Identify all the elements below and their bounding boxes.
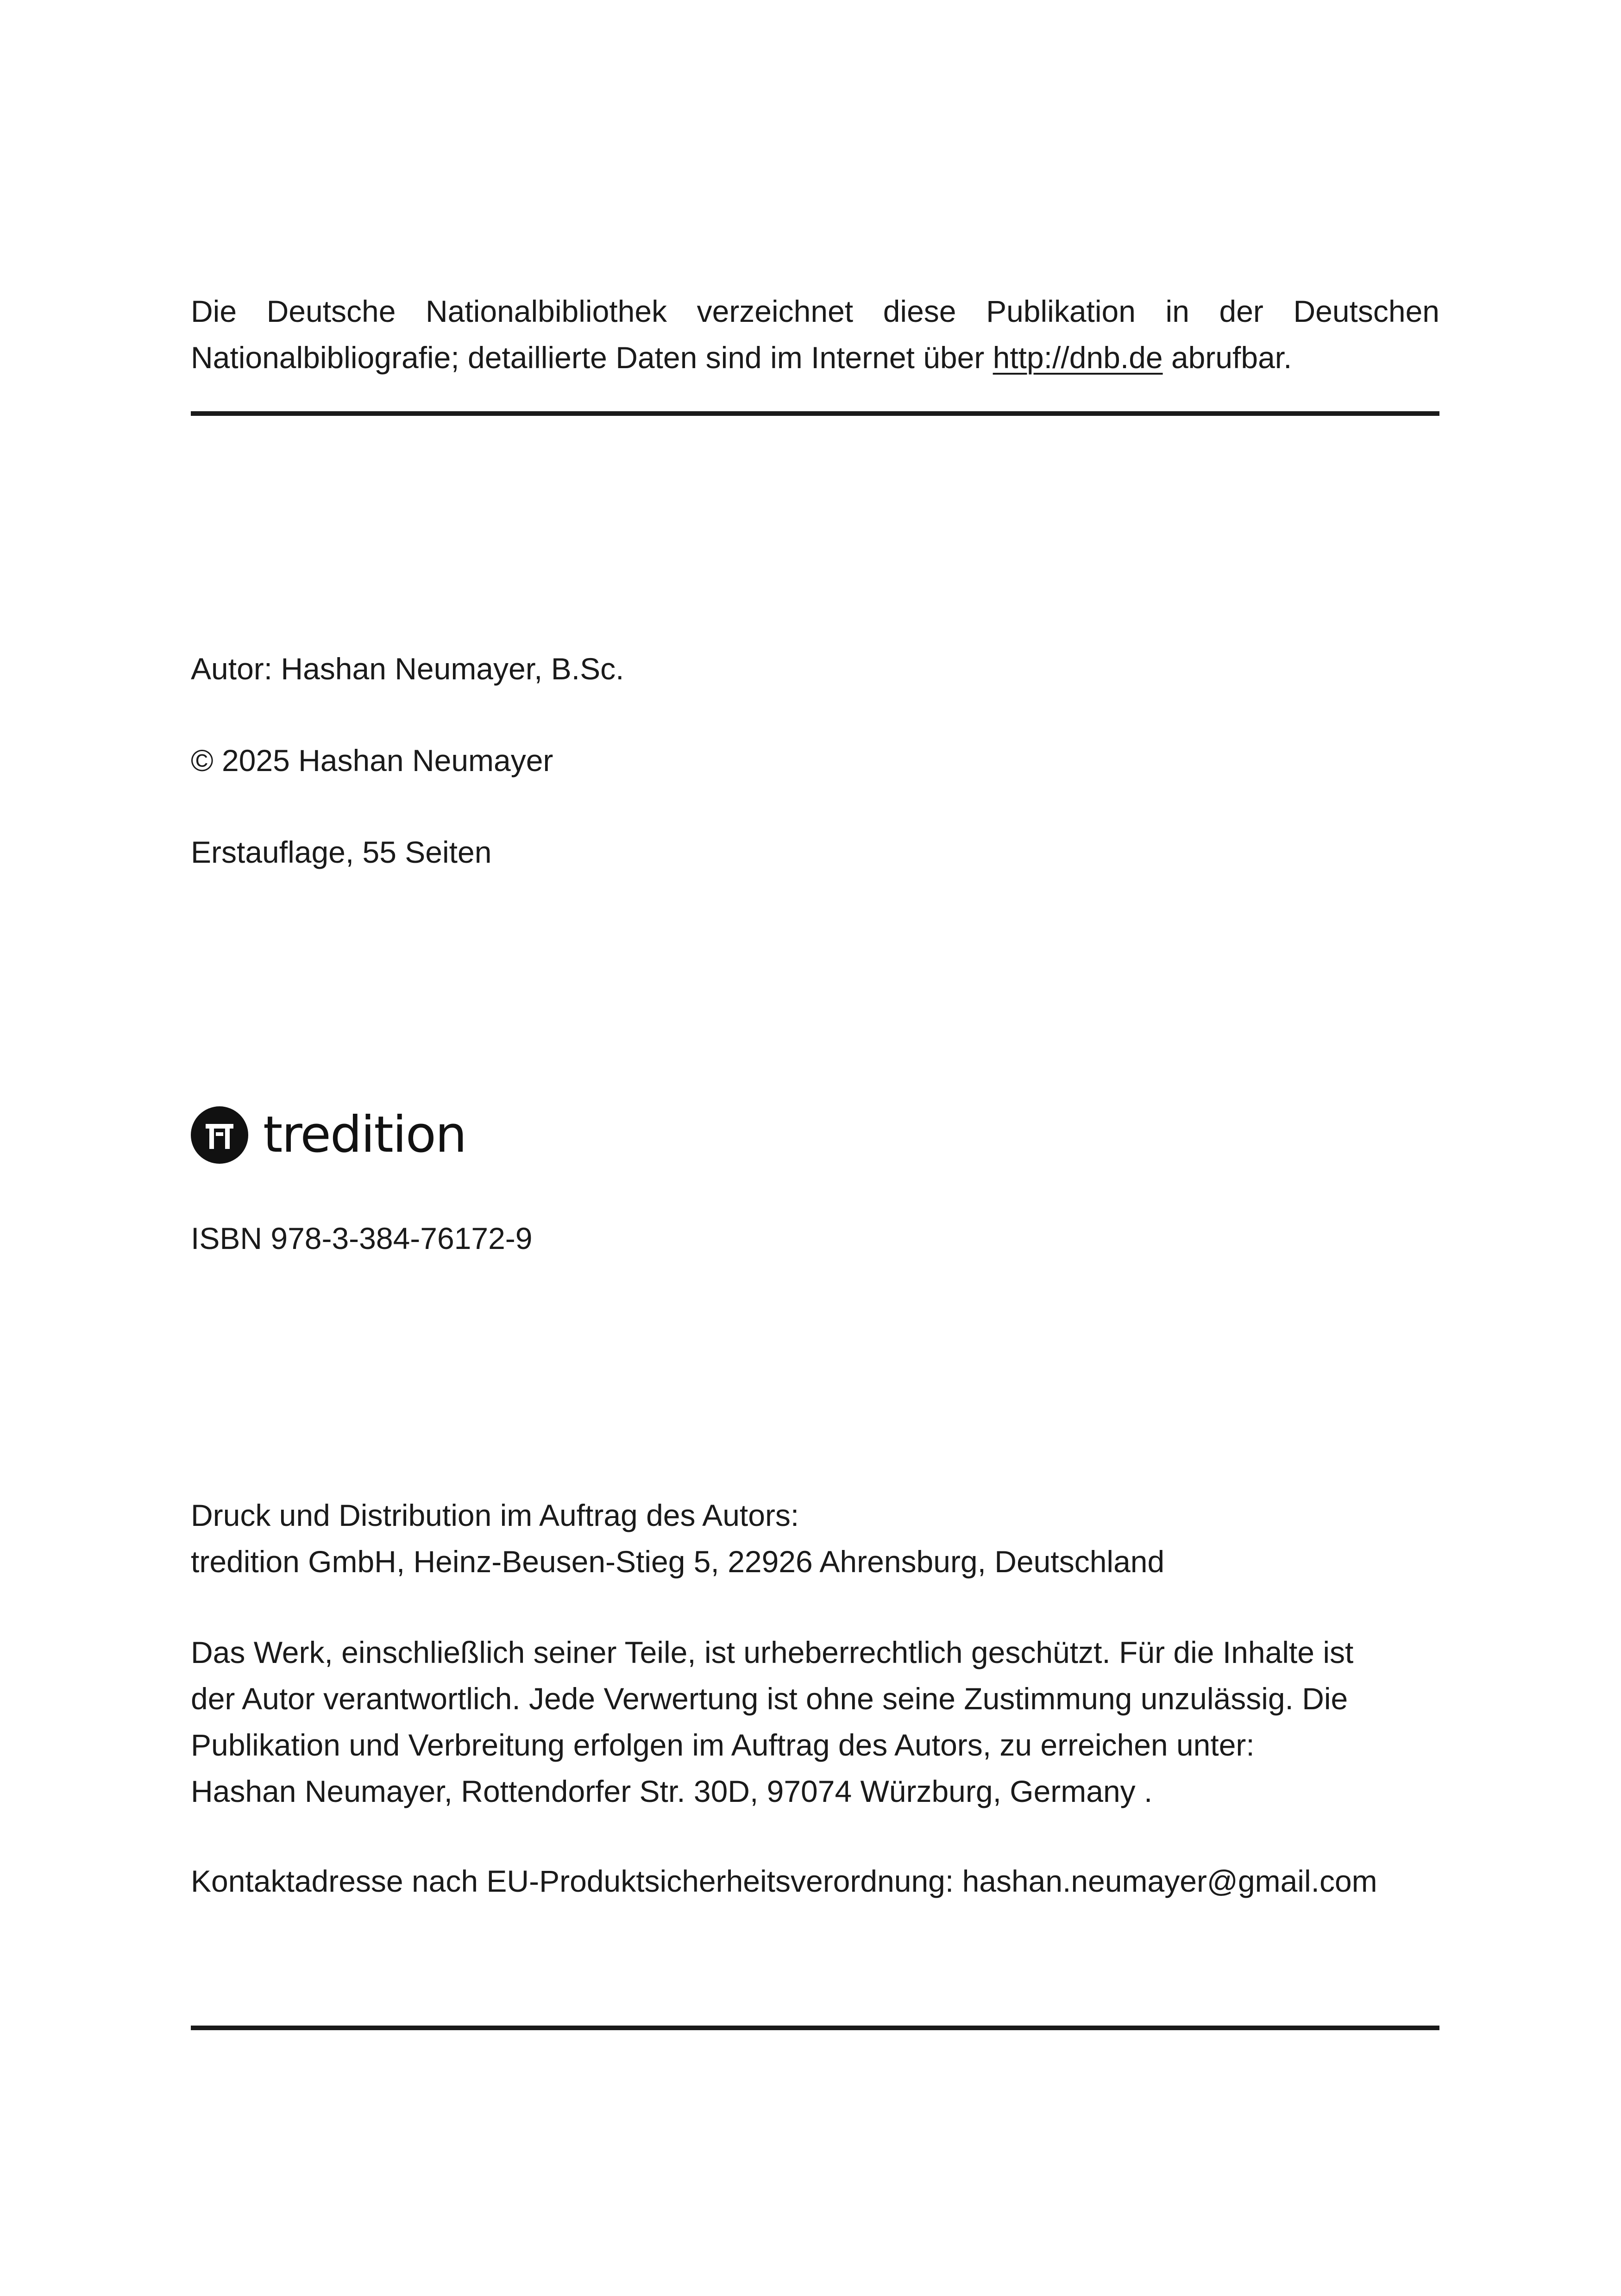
dnb-notice-text: Die Deutsche Nationalbibliothek verzeichnet diese Publikation in der Deutschen Nationalbibliografie; detaillierte Daten sind im Internet über	[191, 294, 1439, 375]
rights-notice	[191, 1629, 1439, 1814]
top-divider	[191, 411, 1439, 416]
rights-line-1: Das Werk, einschließlich seiner Teile, ist urheberrechtlich geschützt. Für die Inhalte ist	[191, 1635, 1354, 1669]
tredition-wordmark: tredition	[263, 1106, 466, 1164]
contact-line: Kontaktadresse nach EU-Produktsicherheitsverordnung: hashan.neumayer@gmail.com	[191, 1864, 1377, 1898]
bottom-divider	[191, 2026, 1439, 2030]
edition-line: Erstauflage, 55 Seiten	[191, 835, 492, 869]
printing-line-2: tredition GmbH, Heinz-Beusen-Stieg 5, 22926 Ahrensburg, Deutschland	[191, 1544, 1165, 1579]
copyright-line: © 2025 Hashan Neumayer	[191, 743, 553, 778]
dnb-notice	[191, 288, 1439, 381]
rights-line-3: Publikation und Verbreitung erfolgen im Auftrag des Autors, zu erreichen unter:	[191, 1728, 1255, 1762]
rights-line-2: der Autor verantwortlich. Jede Verwertung ist ohne seine Zustimmung unzulässig. Die	[191, 1681, 1348, 1716]
dnb-link[interactable]: http://dnb.de	[993, 340, 1163, 375]
printing-line-1: Druck und Distribution im Auftrag des Autors:	[191, 1498, 799, 1532]
printing-notice	[191, 1492, 1439, 1585]
rights-line-4: Hashan Neumayer, Rottendorfer Str. 30D, 97074 Würzburg, Germany .	[191, 1774, 1153, 1808]
dnb-notice-tail: abrufbar.	[1162, 340, 1292, 375]
tredition-logo-icon	[191, 1106, 248, 1164]
isbn-line: ISBN 978-3-384-76172-9	[191, 1221, 533, 1255]
publisher-logo	[191, 1105, 466, 1165]
author-line: Autor: Hashan Neumayer, B.Sc.	[191, 652, 624, 686]
